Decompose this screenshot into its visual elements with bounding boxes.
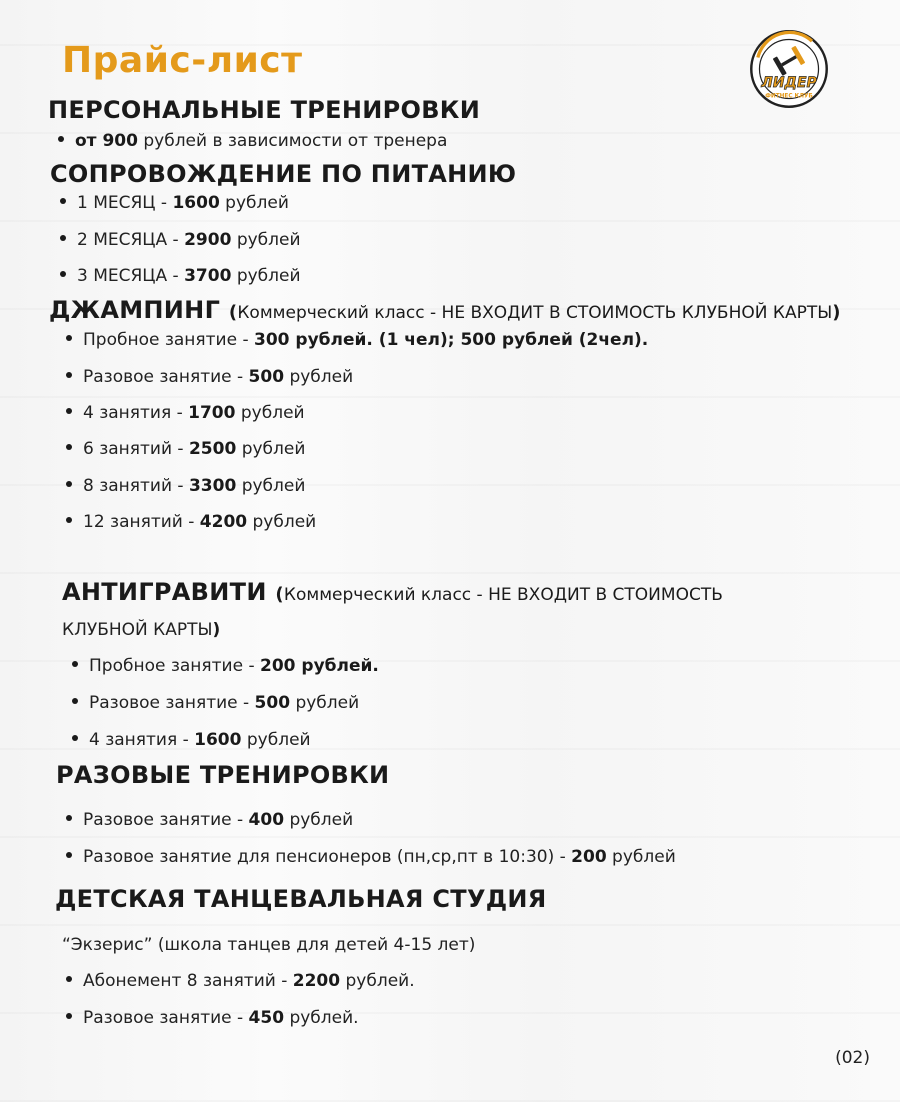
list-item: 4 занятия - 1700 рублей: [66, 403, 305, 423]
antigravity-heading: АНТИГРАВИТИ (Коммерческий класс - НЕ ВХОДИТ В СТОИМОСТЬ: [62, 578, 723, 606]
antigravity-note: Коммерческий класс - НЕ ВХОДИТ В СТОИМОСТЬ: [283, 585, 723, 605]
jumping-note: Коммерческий класс - НЕ ВХОДИТ В СТОИМОСТЬ КЛУБНОЙ КАРТЫ: [237, 303, 833, 323]
list-item: Разовое занятие для пенсионеров (пн,ср,пт в 10:30) - 200 рублей: [66, 847, 676, 867]
list-item: Разовое занятие - 500 рублей: [66, 367, 353, 387]
kids-subtitle: “Экзерис” (школа танцев для детей 4-15 лет): [62, 935, 476, 955]
page-number: (02): [835, 1048, 870, 1068]
list-item: Абонемент 8 занятий - 2200 рублей.: [66, 971, 415, 991]
jumping-heading: ДЖАМПИНГ (Коммерческий класс - НЕ ВХОДИТ В СТОИМОСТЬ КЛУБНОЙ КАРТЫ): [49, 296, 841, 324]
list-item: 6 занятий - 2500 рублей: [66, 439, 305, 459]
list-item: Разовое занятие - 400 рублей: [66, 810, 353, 830]
club-logo: [748, 28, 830, 110]
logo-wordmark: ЛИДЕР: [761, 75, 817, 92]
list-item: Разовое занятие - 500 рублей: [72, 693, 359, 713]
logo-subtext: ФИТНЕС КЛУБ: [765, 93, 813, 100]
list-item: от 900 рублей в зависимости от тренера: [58, 131, 447, 151]
list-item: 12 занятий - 4200 рублей: [66, 512, 316, 532]
list-item: Пробное занятие - 300 рублей. (1 чел); 500 рублей (2чел).: [66, 330, 648, 350]
list-item: 2 МЕСЯЦА - 2900 рублей: [60, 230, 301, 250]
personal-heading: ПЕРСОНАЛЬНЫЕ ТРЕНИРОВКИ: [48, 96, 481, 124]
antigravity-note-cont: КЛУБНОЙ КАРТЫ): [62, 620, 221, 640]
list-item: Разовое занятие - 450 рублей.: [66, 1008, 359, 1028]
list-item: Пробное занятие - 200 рублей.: [72, 656, 379, 676]
kids-heading: ДЕТСКАЯ ТАНЦЕВАЛЬНАЯ СТУДИЯ: [55, 885, 547, 913]
nutrition-heading: СОПРОВОЖДЕНИЕ ПО ПИТАНИЮ: [50, 160, 517, 188]
single-heading: РАЗОВЫЕ ТРЕНИРОВКИ: [56, 761, 390, 789]
list-item: 3 МЕСЯЦА - 3700 рублей: [60, 266, 301, 286]
page-title: Прайс-лист: [62, 40, 303, 81]
list-item: 8 занятий - 3300 рублей: [66, 476, 305, 496]
list-item: 4 занятия - 1600 рублей: [72, 730, 311, 750]
list-item: 1 МЕСЯЦ - 1600 рублей: [60, 193, 289, 213]
